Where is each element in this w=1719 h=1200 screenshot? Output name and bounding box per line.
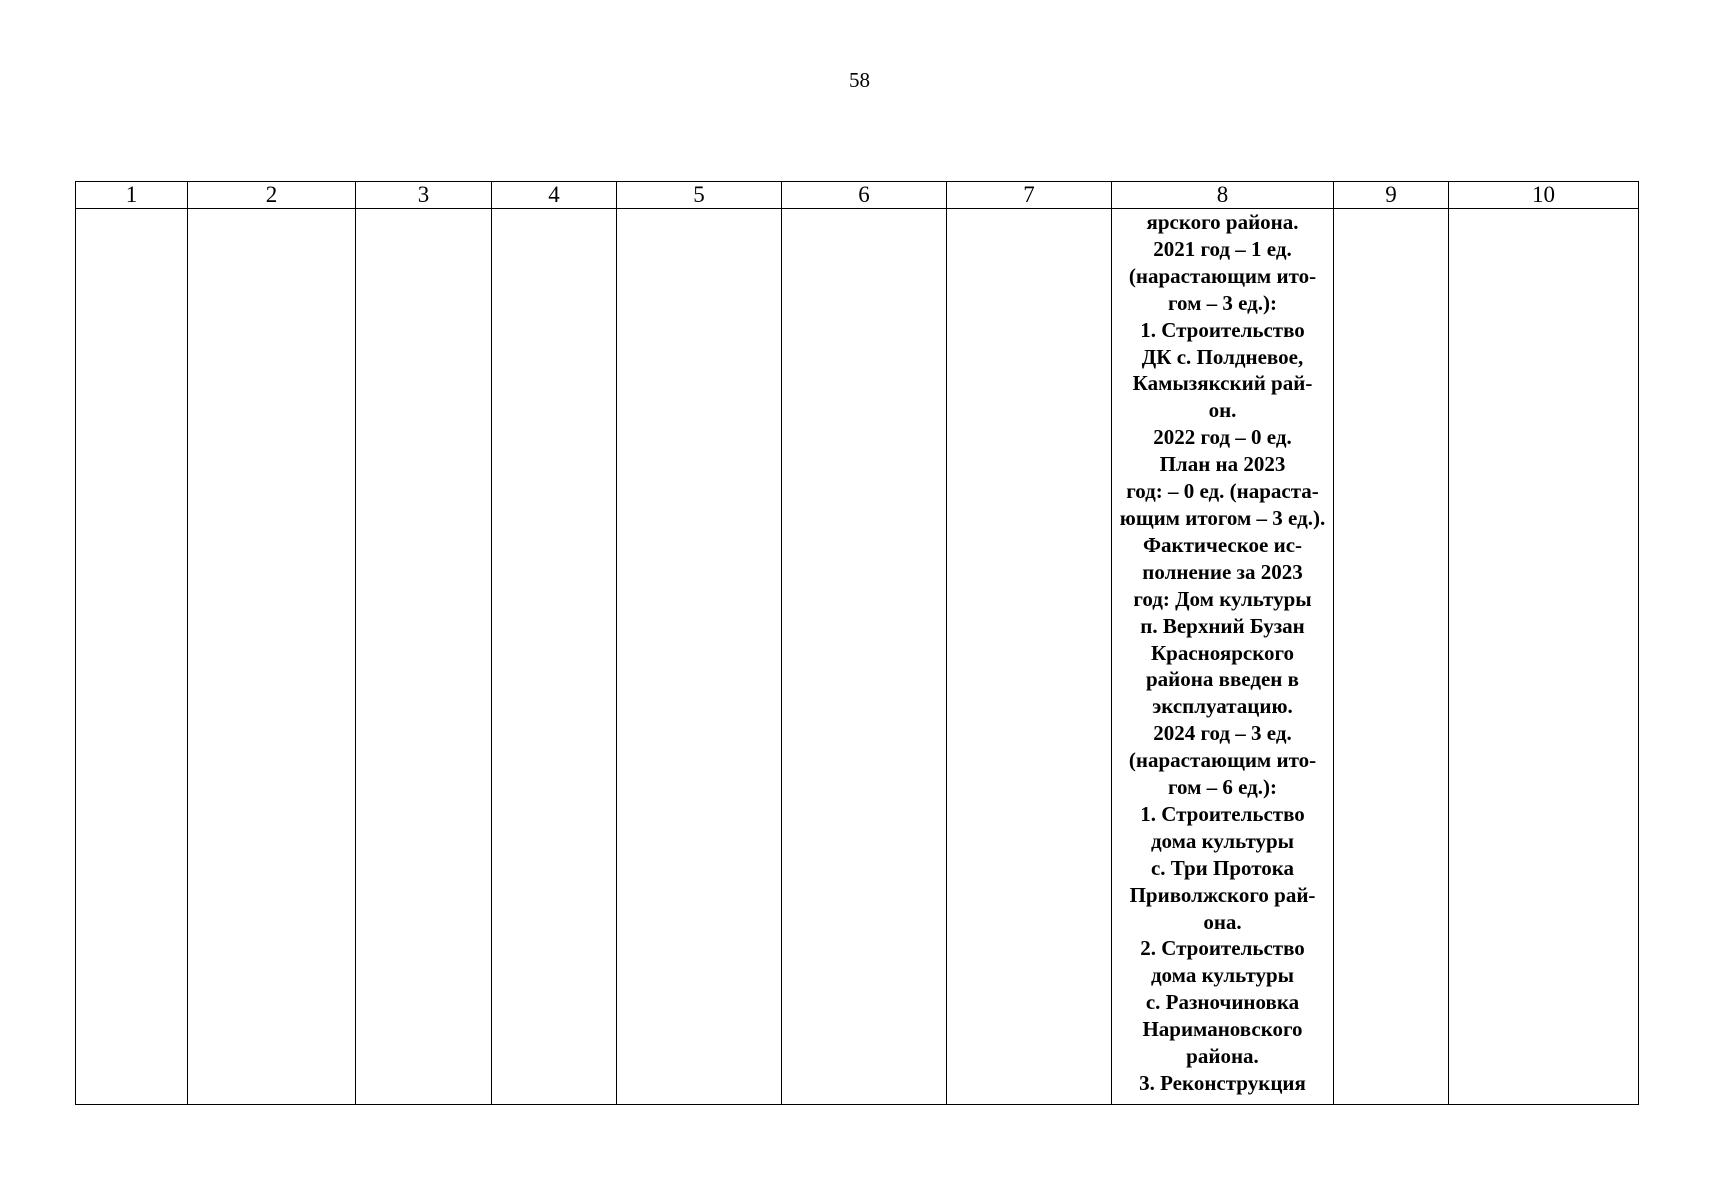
text-line: с. Разночиновка xyxy=(1145,990,1300,1015)
text-line: дома культуры xyxy=(1150,963,1295,988)
text-line: 2024 год – 3 ед. xyxy=(1153,721,1292,746)
text-line: 1. Строительство xyxy=(1140,801,1305,826)
header-row xyxy=(76,182,1639,209)
text-line: ДК с. Полдневое, xyxy=(1141,344,1304,369)
text-line: 2021 год – 1 ед. xyxy=(1153,236,1292,261)
text-line: она. xyxy=(1203,909,1242,934)
column-header-5: 5 xyxy=(617,182,782,209)
cell-col-9 xyxy=(1334,209,1449,1105)
cell-col-8-text xyxy=(1112,209,1334,1105)
text-line: гом – 3 ед.): xyxy=(1167,290,1278,315)
text-line: Наримановского xyxy=(1142,1017,1303,1042)
text-line: год: Дом культуры xyxy=(1133,586,1312,611)
column-header-8: 8 xyxy=(1112,182,1334,209)
text-line: Фактическое ис- xyxy=(1142,532,1303,557)
text-line: 1. Строительство xyxy=(1140,317,1305,342)
column-header-9: 9 xyxy=(1334,182,1449,209)
column-header-4: 4 xyxy=(492,182,617,209)
text-line: Камызякский рай- xyxy=(1132,371,1313,396)
text-line: дома культуры xyxy=(1150,828,1295,853)
text-line: п. Верхний Бузан xyxy=(1140,613,1305,638)
column-header-7: 7 xyxy=(947,182,1112,209)
text-line: он. xyxy=(1208,398,1237,423)
text-line: 3. Реконструкция xyxy=(1139,1071,1306,1095)
cell-col-7 xyxy=(947,209,1112,1105)
text-line: полнение за 2023 xyxy=(1142,559,1303,584)
page-number: 58 xyxy=(849,68,870,92)
text-line: района. xyxy=(1186,1044,1259,1069)
text-line: 2022 год – 0 ед. xyxy=(1153,425,1292,450)
text-line: ярского района. xyxy=(1146,210,1299,234)
cell-col-5 xyxy=(617,209,782,1105)
text-line: План на 2023 xyxy=(1159,452,1286,477)
cell-col-1 xyxy=(76,209,188,1105)
column-header-10: 10 xyxy=(1449,182,1639,209)
text-line: год: – 0 ед. (нараста- xyxy=(1126,479,1319,504)
text-line: с. Три Протока xyxy=(1150,855,1295,880)
text-line: эксплуатацию. xyxy=(1152,694,1293,719)
data-table xyxy=(75,181,1639,1105)
column-header-1: 1 xyxy=(76,182,188,209)
cell-col-2 xyxy=(188,209,356,1105)
cell-col-3 xyxy=(356,209,492,1105)
column-header-3: 3 xyxy=(356,182,492,209)
cell-col-4 xyxy=(492,209,617,1105)
text-line: ющим итогом – 3 ед.). xyxy=(1119,505,1326,530)
text-line: 2. Строительство xyxy=(1140,936,1305,961)
text-line: (нарастающим ито- xyxy=(1128,263,1317,288)
text-line: (нарастающим ито- xyxy=(1128,748,1317,773)
text-line: гом – 6 ед.): xyxy=(1167,775,1278,800)
table-row xyxy=(76,209,1639,1105)
cell-col-10 xyxy=(1449,209,1639,1105)
cell-col-6 xyxy=(782,209,947,1105)
text-line: района введен в xyxy=(1146,667,1299,692)
column-header-6: 6 xyxy=(782,182,947,209)
text-line: Приволжского рай- xyxy=(1129,882,1316,907)
column-header-2: 2 xyxy=(188,182,356,209)
text-line: Красноярского xyxy=(1150,640,1295,665)
